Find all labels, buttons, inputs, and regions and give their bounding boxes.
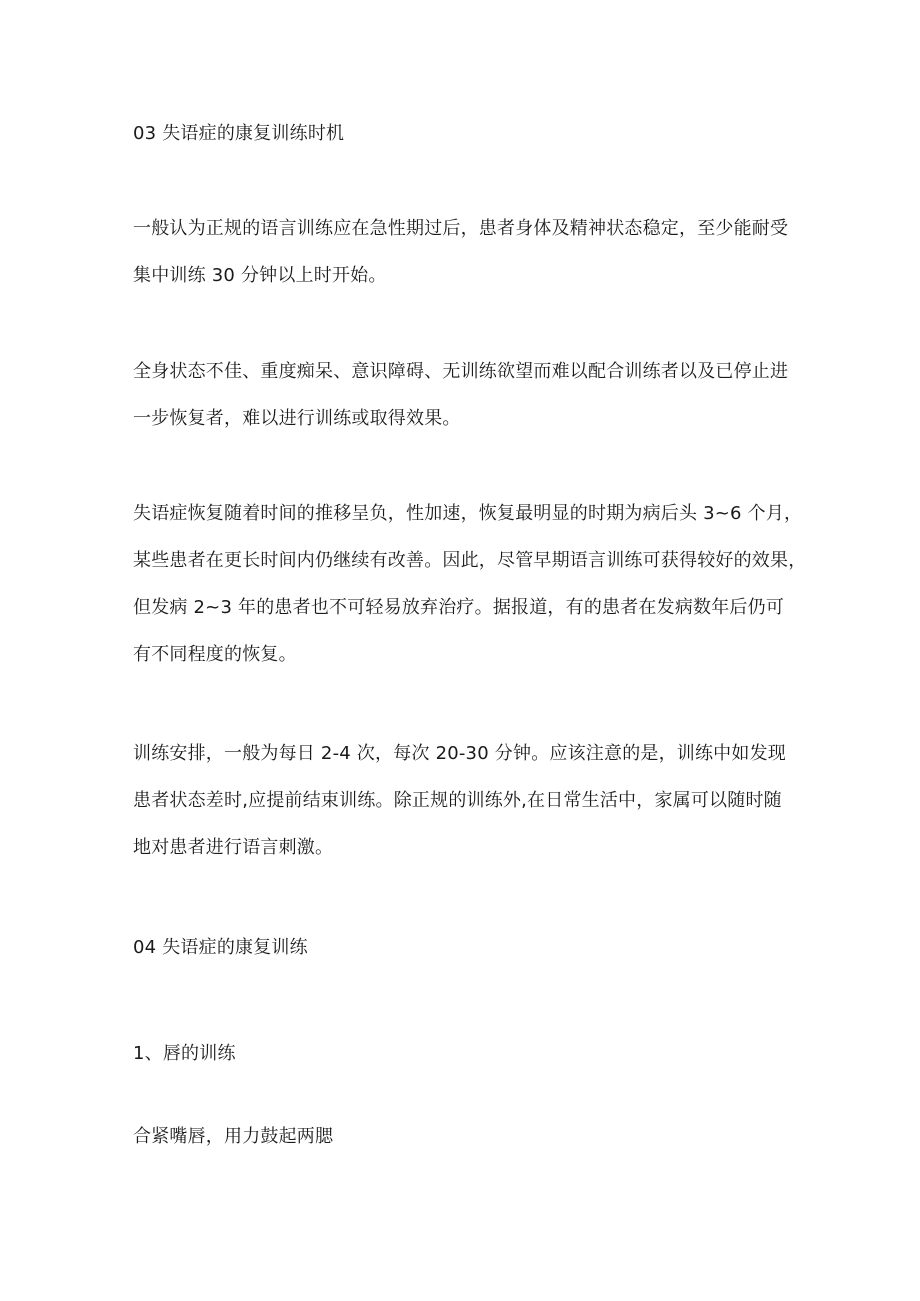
paragraph-line: 但发病 2~3 年的患者也不可轻易放弃治疗。据报道，有的患者在发病数年后仍可 xyxy=(133,597,785,618)
paragraph-training-schedule xyxy=(133,730,801,871)
paragraph-line: 患者状态差时,应提前结束训练。除正规的训练外,在日常生活中，家属可以随时随 xyxy=(133,790,782,811)
item-1-heading: 1、唇的训练 xyxy=(133,1043,236,1064)
paragraph-line: 全身状态不佳、重度痴呆、意识障碍、无训练欲望而难以配合训练者以及已停止进 xyxy=(133,361,789,382)
item-1-text: 合紧嘴唇，用力鼓起两腮 xyxy=(133,1126,334,1147)
paragraph-line: 有不同程度的恢复。 xyxy=(133,644,297,665)
paragraph-line: 失语症恢复随着时间的推移呈负，性加速，恢复最明显的时期为病后头 3~6 个月， xyxy=(133,503,803,524)
paragraph-line: 一般认为正规的语言训练应在急性期过后，患者身体及精神状态稳定，至少能耐受 xyxy=(133,218,789,239)
paragraph-recovery-period xyxy=(133,490,807,678)
paragraph-line: 一步恢复者，难以进行训练或取得效果。 xyxy=(133,408,461,429)
paragraph-line: 集中训练 30 分钟以上时开始。 xyxy=(133,265,387,286)
paragraph-line: 训练安排，一般为每日 2-4 次，每次 20-30 分钟。应该注意的是，训练中如发现 xyxy=(133,743,786,764)
paragraph-line: 某些患者在更长时间内仍继续有改善。因此，尽管早期语言训练可获得较好的效果， xyxy=(133,550,807,571)
section-03-heading: 03 失语症的康复训练时机 xyxy=(133,123,345,144)
section-04-heading: 04 失语症的康复训练 xyxy=(133,937,308,958)
paragraph-line: 地对患者进行语言刺激。 xyxy=(133,837,334,858)
paragraph-training-timing xyxy=(133,205,801,299)
paragraph-contraindications xyxy=(133,348,801,442)
